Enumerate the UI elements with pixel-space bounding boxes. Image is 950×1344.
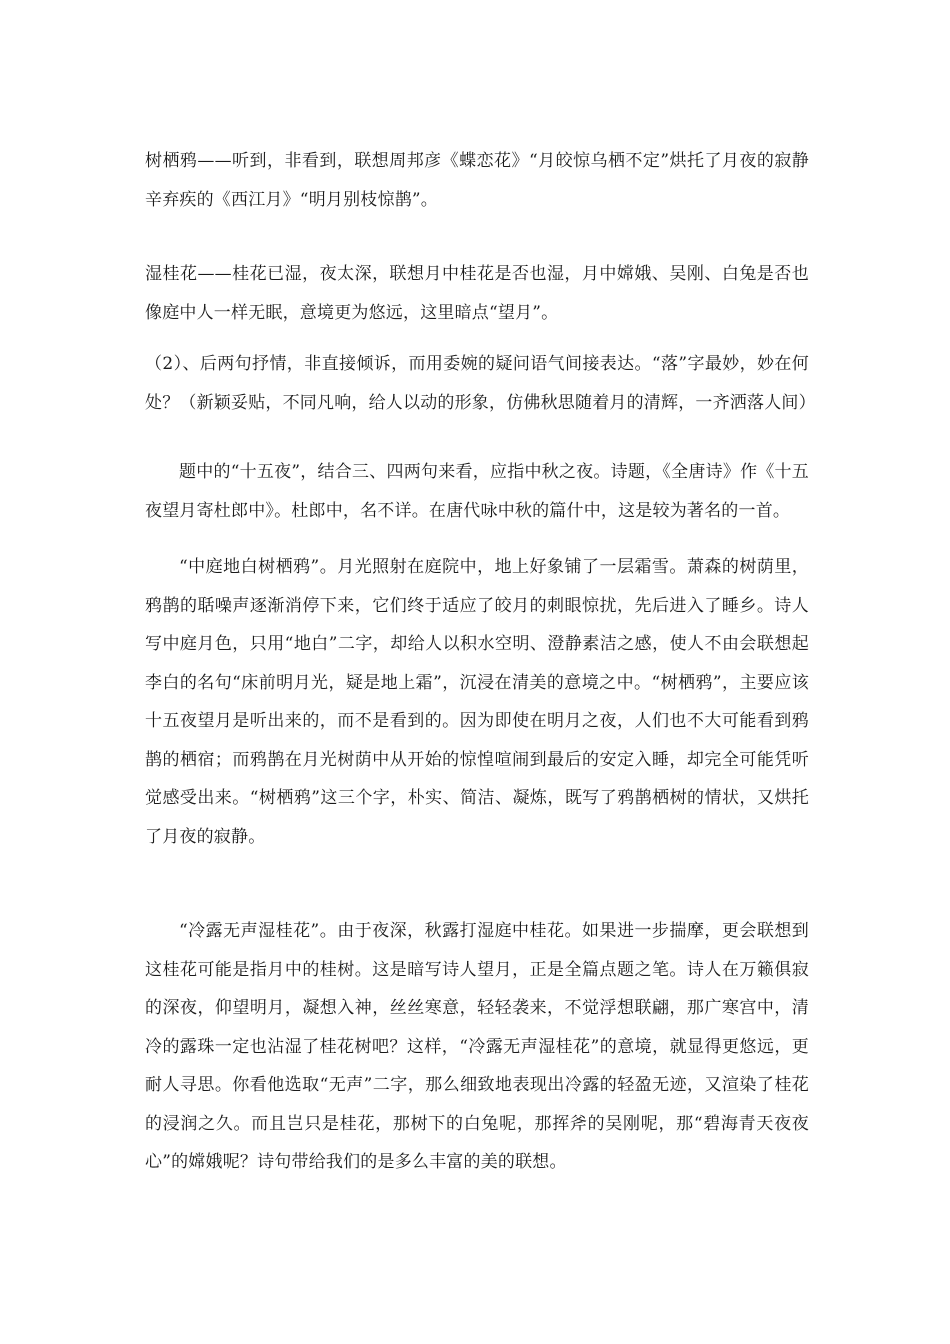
paragraph-second-line-analysis: “冷露无声湿桂花”。由于夜深，秋露打湿庭中桂花。如果进一步揣摩，更会联想到这桂花可能是指月中的桂树。这是暗写诗人望月，正是全篇点题之笔。诗人在万籁俱寂的深夜，仰望明月，凝想入神，丝丝寒意，轻轻袭来，不觉浮想联翩，那广寒宫中，清冷的露珠一定也沾湿了桂花树吧？这样，“冷露无声湿桂花”的意境，就显得更悠远，更耐人寻思。你看他选取“无声”二字，那么细致地表现出冷露的轻盈无迹，又渲染了桂花的浸润之久。而且岂只是桂花，那树下的白兔呢，那挥斧的吴刚呢，那“碧海青天夜夜心”的嫦娥呢？诗句带给我们的是多么丰富的美的联想。 xyxy=(145,921,809,1172)
paragraph-title-explanation: 题中的“十五夜”，结合三、四两句来看，应指中秋之夜。诗题，《全唐诗》作《十五夜望月寄杜郎中》。杜郎中，名不详。在唐代咏中秋的篇什中，这是较为著名的一首。 xyxy=(145,462,809,521)
paragraph-wet-osmanthus: 湿桂花——桂花已湿，夜太深，联想月中桂花是否也湿，月中嫦娥、吴刚、白兔是否也像庭中人一样无眠，意境更为悠远，这里暗点“望月”。 xyxy=(145,264,809,323)
paragraph-tree-crows: 树栖鸦——听到，非看到，联想周邦彦《蝶恋花》“月皎惊乌栖不定”烘托了月夜的寂静辛弃疾的《西江月》“明月别枝惊鹊”。 xyxy=(145,151,809,210)
paragraph-lyric-analysis: （2）、后两句抒情，非直接倾诉，而用委婉的疑问语气间接表达。“落”字最妙，妙在何处？（新颖妥贴，不同凡响，给人以动的形象，仿佛秋思随着月的清辉，一齐洒落人间） xyxy=(145,354,816,413)
paragraph-first-line-analysis: “中庭地白树栖鸦”。月光照射在庭院中，地上好象铺了一层霜雪。萧森的树荫里，鸦鹊的聒噪声逐渐消停下来，它们终于适应了皎月的刺眼惊扰，先后进入了睡乡。诗人写中庭月色，只用“地白”二字，却给人以积水空明、澄静素洁之感，使人不由会联想起李白的名句“床前明月光，疑是地上霜”，沉浸在清美的意境之中。“树栖鸦”，主要应该十五夜望月是听出来的，而不是看到的。因为即使在明月之夜，人们也不大可能看到鸦鹊的栖宿；而鸦鹊在月光树荫中从开始的惊惶喧闹到最后的安定入睡，却完全可能凭听觉感受出来。“树栖鸦”这三个字，朴实、简洁、凝炼，既写了鸦鹊栖树的情状，又烘托了月夜的寂静。 xyxy=(145,557,809,847)
